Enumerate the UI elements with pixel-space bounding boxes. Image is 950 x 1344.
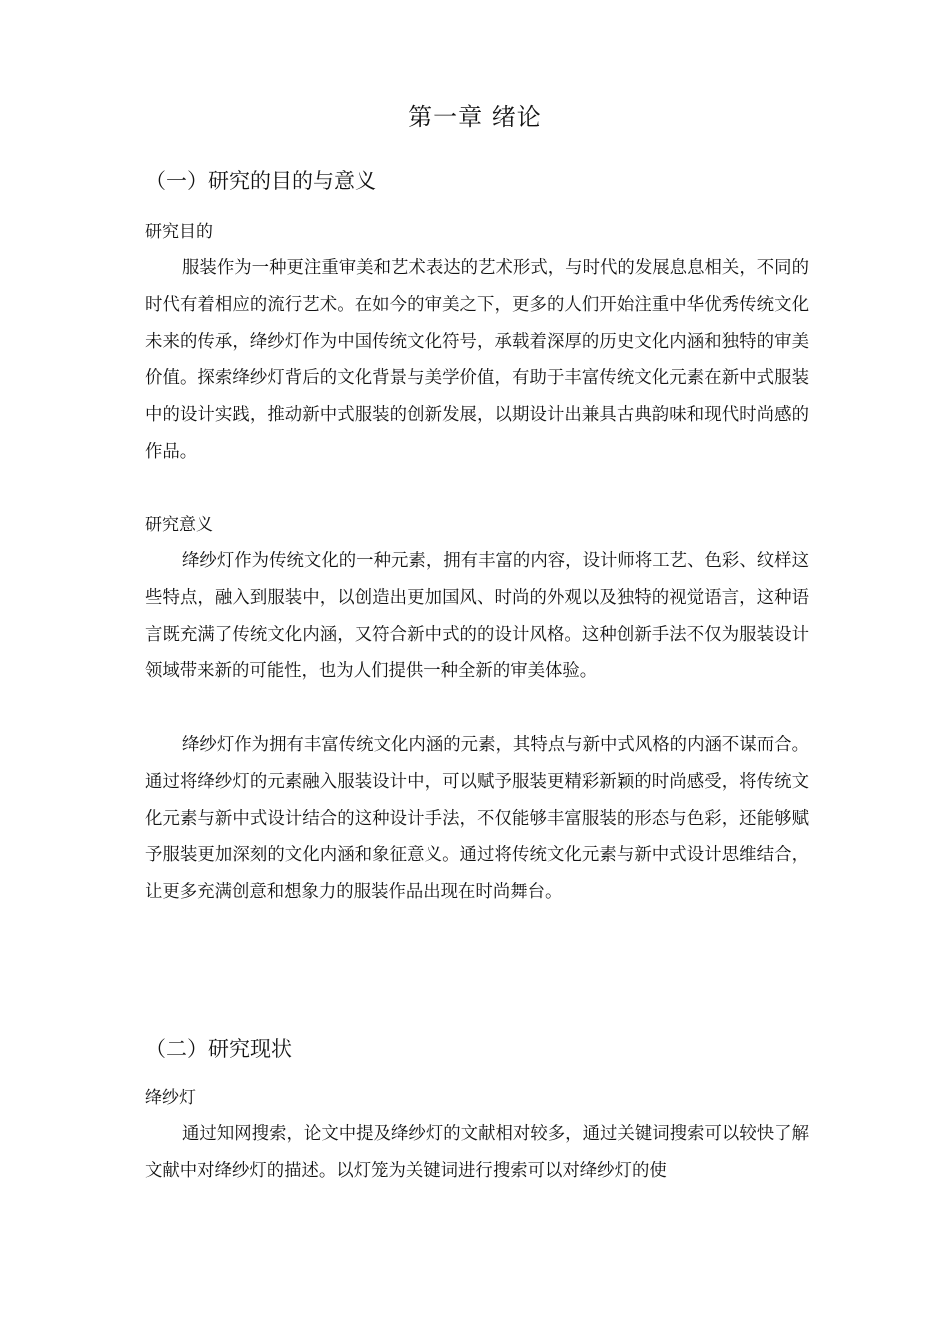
paragraph-lantern: 通过知网搜索，论文中提及绛纱灯的文献相对较多，通过关键词搜索可以较快了解文献中对绛纱灯的描述。以灯笼为关键词进行搜索可以对绛纱灯的使	[145, 1124, 809, 1181]
section-heading-purpose-significance: （一）研究的目的与意义	[145, 169, 376, 193]
subheading-lantern: 绛纱灯	[145, 1088, 196, 1108]
subheading-research-significance: 研究意义	[145, 515, 213, 535]
subheading-research-purpose: 研究目的	[145, 222, 213, 242]
paragraph-research-significance-2: 绛纱灯作为拥有丰富传统文化内涵的元素，其特点与新中式风格的内涵不谋而合。通过将绛纱灯的元素融入服装设计中，可以赋予服装更精彩新颖的时尚感受，将传统文化元素与新中式设计结合的这种设计手法，不仅能够丰富服装的形态与色彩，还能够赋予服装更加深刻的文化内涵和象征意义。通过将传统文化元素与新中式设计思维结合，让更多充满创意和想象力的服装作品出现在时尚舞台。	[145, 735, 809, 903]
paragraph-research-significance-1: 绛纱灯作为传统文化的一种元素，拥有丰富的内容，设计师将工艺、色彩、纹样这些特点，融入到服装中，以创造出更加国风、时尚的外观以及独特的视觉语言，这种语言既充满了传统文化内涵，又符合新中式的的设计风格。这种创新手法不仅为服装设计领域带来新的可能性，也为人们提供一种全新的审美体验。	[145, 551, 809, 682]
paragraph-research-purpose: 服装作为一种更注重审美和艺术表达的艺术形式，与时代的发展息息相关，不同的时代有着相应的流行艺术。在如今的审美之下，更多的人们开始注重中华优秀传统文化未来的传承，绛纱灯作为中国传统文化符号，承载着深厚的历史文化内涵和独特的审美价值。探索绛纱灯背后的文化背景与美学价值，有助于丰富传统文化元素在新中式服装中的设计实践，推动新中式服装的创新发展，以期设计出兼具古典韵味和现代时尚感的作品。	[145, 258, 809, 462]
chapter-title: 第一章 绪论	[408, 103, 542, 131]
section-heading-research-status: （二）研究现状	[145, 1037, 292, 1061]
